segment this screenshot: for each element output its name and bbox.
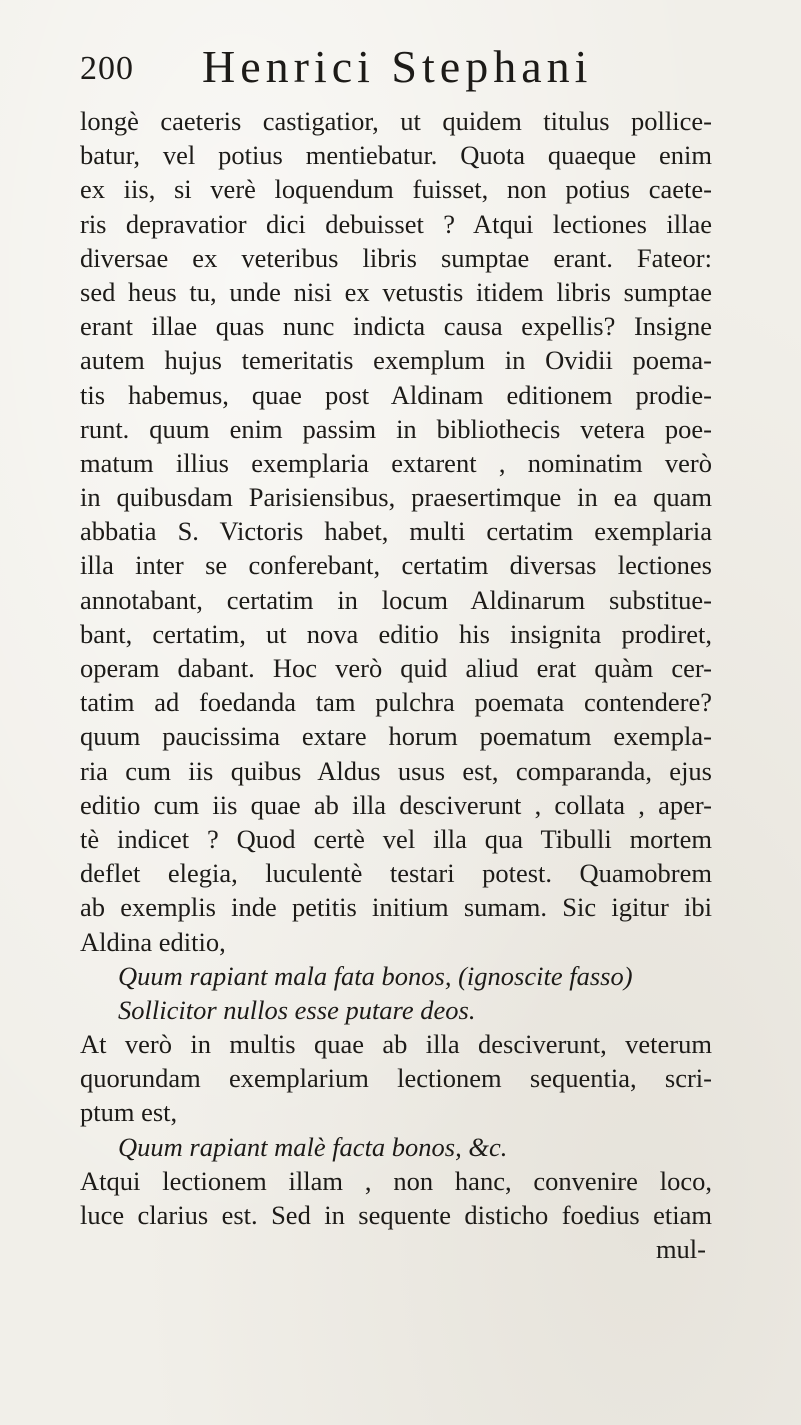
catchword: mul- — [655, 1234, 706, 1265]
text-line: erant illae quas nunc indicta causa expellis? Insigne — [80, 311, 712, 342]
text-line: Aldina editio, — [80, 926, 226, 957]
text-line: editio cum iis quae ab illa desciverunt , collata , aper- — [80, 789, 712, 820]
text-line: tis habemus, quae post Aldinam editionem prodie- — [80, 379, 712, 410]
text-line: bant, certatim, ut nova editio his insignita prodiret, — [80, 618, 712, 649]
verse-quote-line: Quum rapiant mala fata bonos, (ignoscite fasso) — [118, 960, 633, 991]
text-line: luce clarius est. Sed in sequente disticho foedius etiam — [80, 1200, 712, 1230]
text-line: annotabant, certatim in locum Aldinarum substitue- — [80, 584, 712, 615]
verse-quote-line: Sollicitor nullos esse putare deos. — [118, 994, 476, 1025]
running-head: Henrici Stephani — [202, 41, 593, 92]
text-line: ex iis, si verè loquendum fuisset, non potius caete- — [80, 174, 712, 205]
text-line: longè caeteris castigatior, ut quidem titulus pollice- — [80, 106, 712, 136]
text-line: matum illius exemplaria extarent , nominatim verò — [80, 447, 712, 478]
text-line: illa inter se conferebant, certatim diversas lectiones — [80, 550, 712, 581]
text-line: deflet elegia, luculentè testari potest. Quamobrem — [80, 858, 712, 889]
text-line: ris depravatior dici debuisset ? Atqui lectiones illae — [80, 208, 712, 239]
page-header — [80, 40, 700, 96]
verse-quote-line: Quum rapiant malè facta bonos, &c. — [118, 1131, 508, 1162]
text-line: sed heus tu, unde nisi ex vetustis itidem libris sumptae — [80, 276, 712, 307]
text-line: tatim ad foedanda tam pulchra poemata contendere? — [80, 687, 712, 718]
text-line: At verò in multis quae ab illa desciverunt, veterum — [80, 1029, 712, 1060]
text-line: Atqui lectionem illam , non hanc, convenire loco, — [80, 1165, 712, 1196]
text-line: ptum est, — [80, 1097, 178, 1128]
text-line: diversae ex veteribus libris sumptae erant. Fateor: — [80, 242, 712, 273]
text-line: quum paucissima extare horum poematum exempla- — [80, 721, 712, 752]
text-line: runt. quum enim passim in bibliothecis vetera poe- — [80, 413, 712, 444]
body-text — [80, 104, 712, 1266]
text-line: quorundam exemplarium lectionem sequentia, scri- — [80, 1063, 712, 1094]
text-line: operam dabant. Hoc verò quid aliud erat quàm cer- — [80, 653, 712, 683]
text-line: batur, vel potius mentiebatur. Quota quaeque enim — [80, 140, 712, 171]
text-line: tè indicet ? Quod certè vel illa qua Tibulli mortem — [80, 823, 712, 854]
text-line: autem hujus temeritatis exemplum in Ovidii poema- — [80, 345, 712, 376]
page-number: 200 — [80, 50, 134, 87]
text-line: in quibusdam Parisiensibus, praesertimque in ea quam — [80, 482, 712, 513]
text-line: ab exemplis inde petitis initium sumam. Sic igitur ibi — [80, 892, 712, 923]
text-line: ria cum iis quibus Aldus usus est, comparanda, ejus — [80, 755, 712, 786]
text-line: abbatia S. Victoris habet, multi certatim exemplaria — [80, 516, 712, 547]
